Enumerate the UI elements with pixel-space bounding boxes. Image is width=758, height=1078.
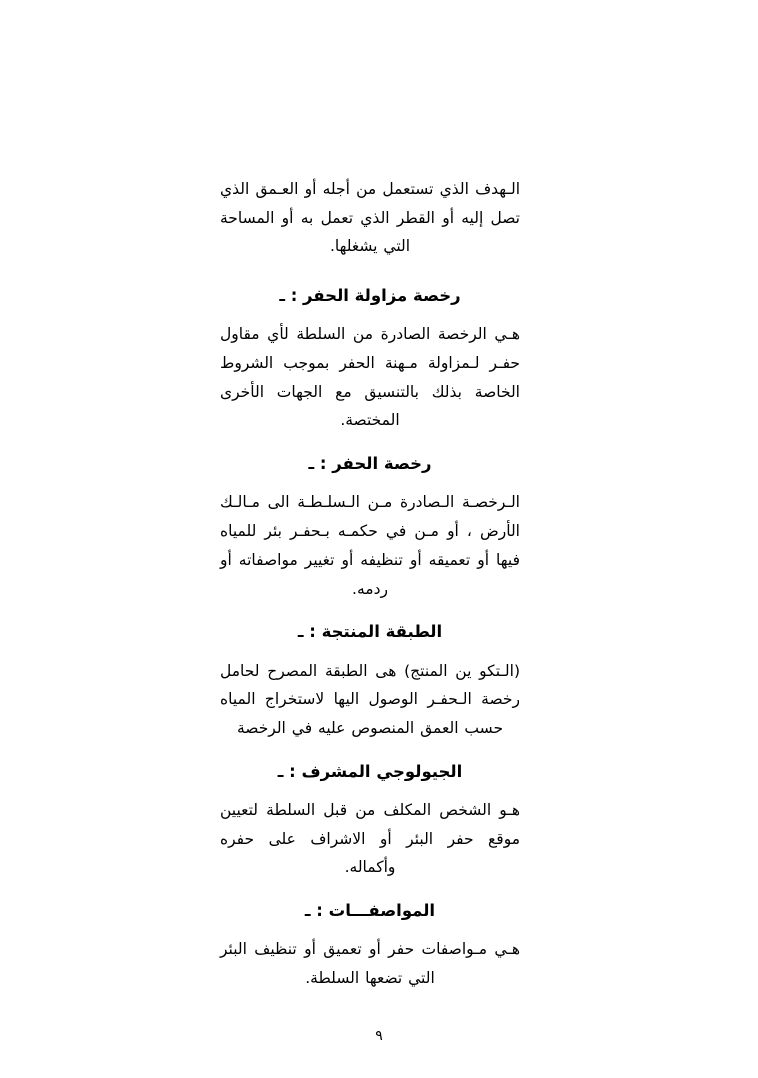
term-heading: رخصة الحفر : ـ [308, 454, 432, 474]
page-content [220, 175, 520, 1009]
term-body: هـي مـواصفات حفر أو تعميق أو تنظيف البئر التي تضعها السلطة. [220, 940, 520, 988]
term-heading: المواصفـــات : ـ [304, 900, 436, 920]
term-body: (الـتكو ين المنتج) هى الطبقة المصرح لحامل رخصة الـحفـر الوصول اليها لاستخراج المياه حسب العمق المنصوص عليه في الرخصة [220, 661, 520, 737]
term-body: هـو الشخص المكلف من قبل السلطة لتعيين موقع حفر البئر أو الاشراف على حفره وأكماله. [220, 800, 520, 877]
term-entry [220, 619, 520, 742]
term-entry [220, 898, 520, 993]
term-entry [220, 451, 520, 603]
term-entry [220, 283, 520, 435]
term-body: الـرخصـة الـصادرة مـن الـسلـطـة الى مـالـك الأرض ، أو مـن في حكمـه بـحفـر بئر للمياه فيها أو تعميقه أو تنظيفه أو تغيير مواصفاته أو ردمه. [220, 493, 520, 598]
term-heading: الطبقة المنتجة : ـ [297, 622, 443, 642]
term-heading: رخصة مزاولة الحفر : ـ [279, 286, 461, 306]
term-body: هـي الرخصة الصادرة من السلطة لأي مقاول حفـر لـمزاولة مـهنة الحفر بموجب الشروط الخاصة بذلك بالتنسيق مع الجهات الأخرى المختصة. [220, 325, 520, 430]
intro-paragraph: الـهدف الذي تستعمل من أجله أو العـمق الذي تصل إليه أو القطر الذي تعمل به أو المساحة التي يشغلها. [220, 180, 520, 256]
term-heading: الجيولوجي المشرف : ـ [277, 761, 463, 781]
page-number: ٩ [375, 1028, 383, 1044]
term-entry [220, 759, 520, 882]
